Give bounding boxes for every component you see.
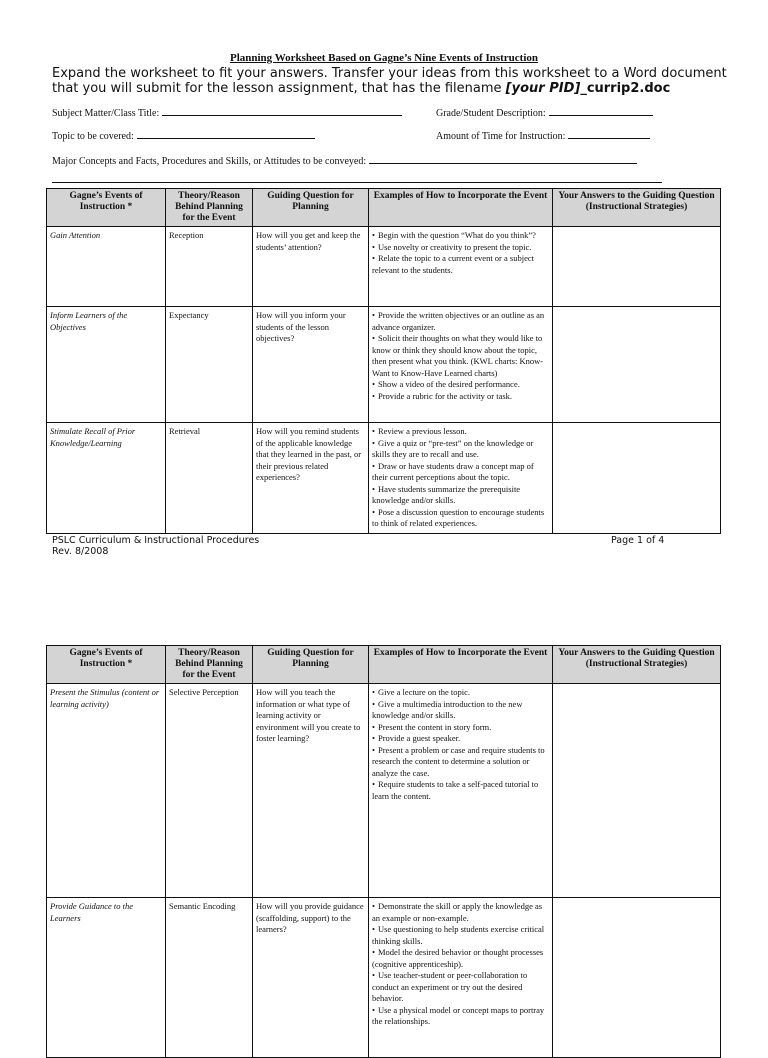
table-header [47,189,721,227]
examples-list [372,426,549,530]
example-item: • Present a problem or case and require students to research the content to determine a solution or analyze the case. [372,745,549,780]
example-item: • Have students summarize the prerequisite knowledge and/or skills. [372,484,549,507]
example-item: • Show a video of the desired performance. [372,379,549,391]
header-theory: Theory/Reason Behind Planning for the Event [166,646,253,684]
example-item: • Provide the written objectives or an outline as an advance organizer. [372,310,549,333]
grade-line[interactable] [549,105,653,116]
footer-left [52,535,259,557]
theory-cell: Retrieval [166,423,253,534]
concepts-label: Major Concepts and Facts, Procedures and Skills, or Attitudes to be conveyed: [52,156,367,167]
examples-cell [369,684,553,898]
document-page-2 [0,625,768,1024]
example-item: • Begin with the question “What do you think”? [372,230,549,242]
example-item: • Relate the topic to a current event or a subject relevant to the students. [372,253,549,276]
example-item: • Provide a guest speaker. [372,733,549,745]
example-item: • Use teacher-student or peer-collaboration to conduct an experiment or try out the desired behavior. [372,970,549,1005]
example-item: • Give a multimedia introduction to the new knowledge and/or skills. [372,699,549,722]
grade-label: Grade/Student Description: [436,108,546,119]
example-item: • Demonstrate the skill or apply the knowledge as an example or non-example. [372,901,549,924]
example-item: • Provide a rubric for the activity or task. [372,391,549,403]
time-field[interactable] [436,128,650,142]
example-item: • Pose a discussion question to encourage students to think of related experiences. [372,507,549,530]
example-item: • Require students to take a self-paced tutorial to learn the content. [372,779,549,802]
example-item: • Model the desired behavior or thought processes (cognitive apprenticeship). [372,947,549,970]
subject-field[interactable] [52,105,402,119]
question-cell: How will you remind students of the applicable knowledge that they learned in the past, or their previous related experiences? [253,423,369,534]
examples-cell [369,307,553,423]
header-events: Gagne’s Events of Instruction * [47,189,166,227]
table-body [47,684,721,1058]
filename-suffix: _currip2.doc [580,81,671,96]
concepts-continuation-line[interactable] [52,182,662,183]
pid-placeholder: [your PID] [505,81,581,96]
instructions-body: Expand the worksheet to fit your answers. Transfer your ideas from this worksheet to a Word document that you will submit for the lesson assignment, that has the filename [52,66,727,96]
example-item: • Review a previous lesson. [372,426,549,438]
header-examples: Examples of How to Incorporate the Event [369,189,553,227]
instruction-events-table-continued [46,645,721,1058]
table-row [47,684,721,898]
event-cell: Provide Guidance to the Learners [47,898,166,1058]
page-gap [0,580,768,625]
time-line[interactable] [568,128,650,139]
concepts-field[interactable] [52,153,637,167]
answer-cell[interactable] [553,227,721,307]
answer-cell[interactable] [553,307,721,423]
header-events: Gagne’s Events of Instruction * [47,646,166,684]
question-cell: How will you teach the information or what type of learning activity or environment will you create to foster learning? [253,684,369,898]
examples-cell [369,227,553,307]
example-item: • Present the content in story form. [372,722,549,734]
table-header [47,646,721,684]
footer-org: PSLC Curriculum & Instructional Procedures [52,535,260,546]
event-cell: Inform Learners of the Objectives [47,307,166,423]
question-cell: How will you inform your students of the lesson objectives? [253,307,369,423]
example-item: • Solicit their thoughts on what they would like to know or think they should know about the topic, then present what you think. (KWL charts: Know-Want to Know-Have Learned charts) [372,333,549,379]
theory-cell: Selective Perception [166,684,253,898]
page-number: Page 1 of 4 [611,535,665,546]
footer-rev: Rev. 8/2008 [52,546,109,557]
example-item: • Use questioning to help students exercise critical thinking skills. [372,924,549,947]
question-cell: How will you get and keep the students’ attention? [253,227,369,307]
examples-cell [369,423,553,534]
examples-list [372,310,549,402]
subject-line[interactable] [162,105,402,116]
event-cell: Present the Stimulus (content or learning activity) [47,684,166,898]
example-item: • Draw or have students draw a concept map of their current perceptions about the topic. [372,461,549,484]
examples-cell [369,898,553,1058]
header-examples: Examples of How to Incorporate the Event [369,646,553,684]
theory-cell: Semantic Encoding [166,898,253,1058]
table-row [47,227,721,307]
instructions-text [52,66,732,96]
event-cell: Stimulate Recall of Prior Knowledge/Learning [47,423,166,534]
topic-line[interactable] [137,128,315,139]
subject-label: Subject Matter/Class Title: [52,108,160,119]
table-row [47,307,721,423]
topic-field[interactable] [52,128,315,142]
answer-cell[interactable] [553,684,721,898]
page-title: Planning Worksheet Based on Gagne’s Nine Events of Instruction [229,52,539,64]
instruction-events-table [46,188,721,534]
examples-list [372,901,549,1028]
answer-cell[interactable] [553,898,721,1058]
theory-cell: Reception [166,227,253,307]
answer-cell[interactable] [553,423,721,534]
concepts-line[interactable] [369,153,637,164]
table-row [47,898,721,1058]
table-body [47,227,721,534]
grade-field[interactable] [436,105,653,119]
examples-list [372,687,549,802]
example-item: • Give a lecture on the topic. [372,687,549,699]
topic-label: Topic to be covered: [52,131,134,142]
header-question: Guiding Question for Planning [253,646,369,684]
theory-cell: Expectancy [166,307,253,423]
examples-list [372,230,549,276]
question-cell: How will you provide guidance (scaffolding, support) to the learners? [253,898,369,1058]
example-item: • Use a physical model or concept maps to portray the relationships. [372,1005,549,1028]
event-cell: Gain Attention [47,227,166,307]
header-answers: Your Answers to the Guiding Question (Instructional Strategies) [553,189,721,227]
time-label: Amount of Time for Instruction: [436,131,566,142]
header-theory: Theory/Reason Behind Planning for the Event [166,189,253,227]
example-item: • Use novelty or creativity to present the topic. [372,242,549,254]
header-answers: Your Answers to the Guiding Question (Instructional Strategies) [553,646,721,684]
table-row [47,423,721,534]
header-question: Guiding Question for Planning [253,189,369,227]
example-item: • Give a quiz or “pre-test” on the knowledge or skills they are to recall and use. [372,438,549,461]
